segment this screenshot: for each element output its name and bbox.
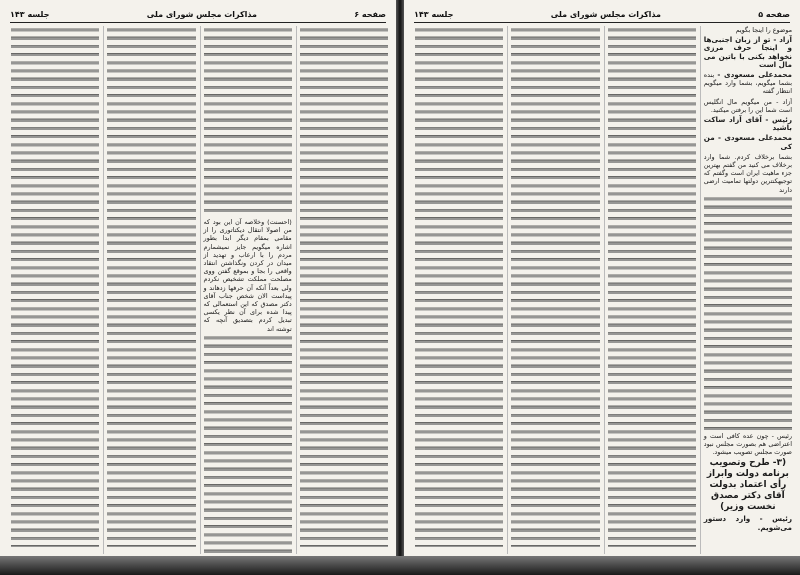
session-number: جلسه ۱۴۳ <box>10 9 50 19</box>
illegible-text <box>204 27 292 217</box>
illegible-text <box>204 335 292 554</box>
speaker-name: رئیس - وارد دستور می‌شویم. <box>703 514 792 532</box>
paragraph: موضوع را اینجا بگویم <box>735 26 792 34</box>
column-3 <box>507 26 599 554</box>
page-gutter <box>396 0 404 575</box>
column-1 <box>700 26 792 554</box>
speaker-name: محمدعلی مسعودی - <box>717 70 792 80</box>
agenda-heading: (۳- طرح وتصویب برنامه دولت وابراز رأی اعتماد بدولت آقای دکتر مصدق نخست وزیر) <box>706 458 789 513</box>
speech-text: بنده بشما میگویم، بشما وارد میگویم انتظار گفته <box>703 71 792 96</box>
right-page <box>404 0 800 560</box>
left-page <box>0 0 396 560</box>
column-2 <box>200 26 292 554</box>
publication-title: مذاکرات مجلس شورای ملی <box>550 9 661 19</box>
paragraph: رئیس - چون عده کافی است و اعتراضی هم بصورت مجلس نبود صورت مجلس تصویب میشود. <box>703 431 792 457</box>
column-2 <box>604 26 696 554</box>
page-number: صفحه ۶ <box>354 9 386 19</box>
column-4 <box>412 26 503 554</box>
illegible-text <box>300 27 388 547</box>
publication-title: مذاکرات مجلس شورای ملی <box>146 9 257 19</box>
illegible-text <box>704 196 792 431</box>
speaker-name: رئیس - آقای آزاد ساکت باشید <box>703 115 792 133</box>
session-number: جلسه ۱۴۳ <box>414 9 454 19</box>
illegible-text <box>107 27 195 547</box>
page-number: صفحه ۵ <box>758 9 790 19</box>
page-header <box>10 6 386 23</box>
scan-edge <box>0 556 800 575</box>
text-columns <box>8 26 388 554</box>
illegible-text <box>608 27 696 547</box>
illegible-text <box>415 27 503 547</box>
speaker-name: محمدعلی مسعودی - من کی <box>703 133 792 151</box>
column-1 <box>296 26 388 554</box>
illegible-text <box>11 27 99 547</box>
page-header <box>414 6 790 23</box>
paragraph: بشما برخلاف کردم. شما وارد برخلاف می کنید من گفتم بهترین جزء ماهیت ایران است وگفتم که توجیهکنترین دولتها تمامیت ارضی دارند <box>703 152 792 194</box>
illegible-text <box>511 27 599 547</box>
paragraph <box>704 71 792 96</box>
column-4 <box>8 26 99 554</box>
paragraph: (احسنت) وخلاصه آن این بود که من اصولا انتقال دیکتاتوری را از مقامی بمقام دیگر ابدا بطور اشاره میگویم جایز نمیشمارم مردم را با ارعاب و تهدید از میدان در کردن ونگذاشتن انتقاد واقعی را بجا و بموقع گفتن ووی مصلحت مملکت تشخیص نکردم ولی بعداً آنکه آن حرفها زدهاند و پیداست الان شخص جناب آقای دکتر مصدق که این استعمالی که پیدا شده برای آن نظر یکسی تبدیل کردم بتصدیق آنچه که توشته اند <box>203 218 292 333</box>
speaker-note: آزاد - تو از زبان اجنبی‌ها و اینجا حرف مرزی نخواهد بکنی با باتین می مال است <box>703 35 792 69</box>
column-3 <box>103 26 195 554</box>
paragraph: آزاد - من میگویم مال انگلیس است شما این را برفتن میکنید. <box>703 97 792 114</box>
text-columns <box>412 26 792 554</box>
paragraph <box>704 36 792 69</box>
